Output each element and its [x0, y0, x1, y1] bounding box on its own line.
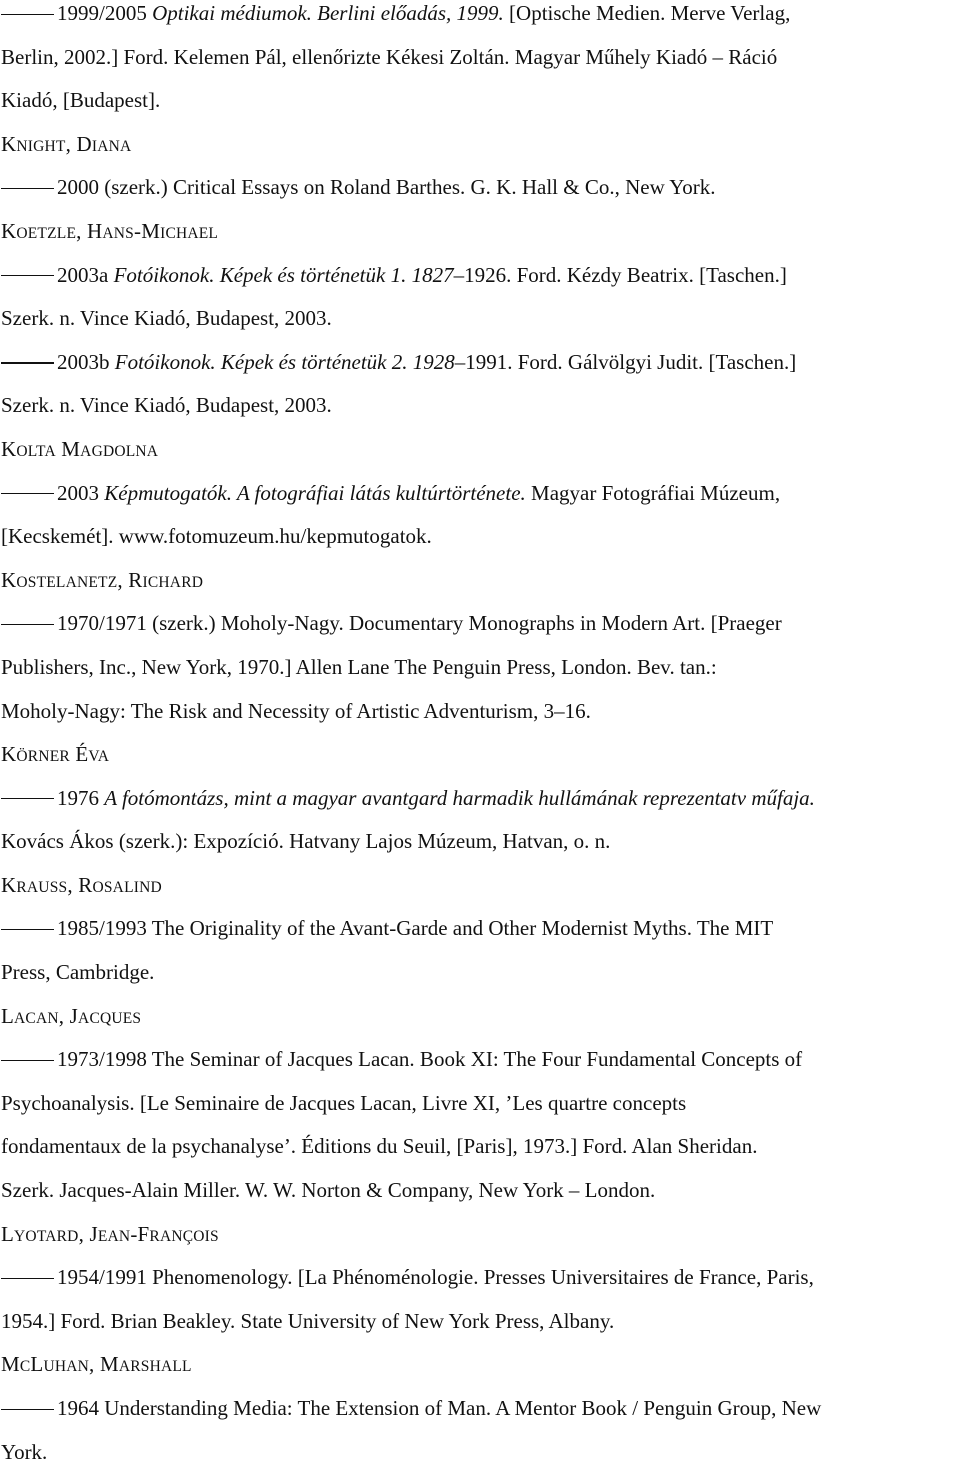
entry-text: The Originality of the Avant-Garde and Other Modernist Myths. The MIT: [146, 916, 774, 941]
repeat-author-dash: [1, 1060, 54, 1061]
author-heading: LYOTARD, JEAN-FRANÇOIS: [1, 1221, 219, 1246]
repeat-author-dash: [1, 362, 54, 363]
entry-continuation: [1, 1082, 960, 1126]
entry-line: [1, 907, 960, 951]
entry-text: The Seminar of Jacques Lacan. Book XI: The Four Fundamental Concepts of: [146, 1047, 803, 1072]
entry-text: –1926. Ford. Kézdy Beatrix. [Taschen.]: [453, 262, 787, 287]
entry-continuation: [1, 1300, 960, 1344]
title-text: Fotóikonok. Képek és történetük 1. 1827: [113, 262, 454, 287]
entry-year: 2003b: [57, 349, 110, 374]
entry-text: Kiadó, [Budapest].: [1, 88, 161, 113]
repeat-author-dash: [1, 798, 54, 799]
title-text: Képmutogatók. A fotográfiai látás kultúrtörténete.: [104, 480, 526, 505]
entry-text: Moholy-Nagy: The Risk and Necessity of Artistic Adventurism, 3–16.: [1, 698, 591, 723]
entry-line: [1, 472, 960, 516]
entry-text: Psychoanalysis. [Le Seminaire de Jacques Lacan, Livre XI, ’Les quartre concepts: [1, 1090, 687, 1115]
repeat-author-dash: [1, 929, 54, 930]
repeat-author-dash: [1, 493, 54, 494]
author-heading: KÖRNER ÉVA: [1, 742, 110, 767]
entry-year: 1976: [57, 785, 99, 810]
entry-continuation: [1, 297, 960, 341]
title-text: A fotómontázs, mint a magyar avantgard harmadik hullámának reprezentatv műfaja.: [104, 785, 815, 810]
entry-line: [1, 0, 960, 36]
entry-line: [1, 777, 960, 821]
title-text: Optikai médiumok. Berlini előadás, 1999.: [152, 1, 504, 25]
entry-text: Publishers, Inc., New York, 1970.] Allen Lane The Penguin Press, London. Bev. tan.:: [1, 654, 717, 679]
entry-text: [Kecskemét]. www.fotomuzeum.hu/kepmutogatok.: [1, 524, 432, 549]
entry-continuation: [1, 820, 960, 864]
entry-text: (szerk.) Critical Essays on Roland Barthes. G. K. Hall & Co., New York.: [99, 175, 716, 200]
title-text: Fotóikonok. Képek és történetük 2. 1928: [114, 349, 455, 374]
author-heading: KOETZLE, HANS-MICHAEL: [1, 218, 219, 243]
entry-year: 1985/1993: [57, 916, 147, 941]
repeat-author-dash: [1, 275, 54, 276]
entry-text: Kovács Ákos (szerk.): Expozíció. Hatvany Lajos Múzeum, Hatvan, o. n.: [1, 829, 611, 854]
entry-continuation: [1, 79, 960, 123]
entry-text: Understanding Media: The Extension of Man. A Mentor Book / Penguin Group, New: [99, 1396, 822, 1420]
author-heading: KRAUSS, ROSALIND: [1, 872, 162, 897]
entry-year: 1970/1971: [57, 611, 147, 636]
repeat-author-dash: [1, 624, 54, 625]
entry-text: Berlin, 2002.] Ford. Kelemen Pál, ellenőrizte Kékesi Zoltán. Magyar Műhely Kiadó – Ráció: [1, 44, 778, 69]
entry-text: fondamentaux de la psychanalyse’. Éditions du Seuil, [Paris], 1973.] Ford. Alan Sheridan.: [1, 1134, 758, 1159]
entry-text: Phenomenology. [La Phénoménologie. Presses Universitaires de France, Paris,: [146, 1265, 814, 1290]
entry-year: 1964: [57, 1396, 99, 1420]
entry-continuation: [1, 951, 960, 995]
entry-text: Magyar Fotográfiai Múzeum,: [525, 480, 781, 505]
author-heading: KNIGHT, DIANA: [1, 131, 132, 156]
entry-line: [1, 1387, 960, 1431]
author-heading: LACAN, JACQUES: [1, 1003, 142, 1028]
repeat-author-dash: [1, 1278, 54, 1279]
entry-text: Szerk. Jacques-Alain Miller. W. W. Norton & Company, New York – London.: [1, 1178, 656, 1203]
entry-continuation: [1, 36, 960, 80]
entry-text: Szerk. n. Vince Kiadó, Budapest, 2003.: [1, 306, 332, 331]
repeat-author-dash: [1, 1409, 54, 1410]
entry-line: [1, 166, 960, 210]
entry-text: Szerk. n. Vince Kiadó, Budapest, 2003.: [1, 393, 332, 418]
entry-line: [1, 254, 960, 298]
entry-text: York.: [1, 1439, 48, 1464]
entry-year: 2000: [57, 175, 99, 200]
repeat-author-dash: [1, 188, 54, 189]
entry-line: [1, 1038, 960, 1082]
entry-year: 2003a: [57, 262, 109, 287]
entry-continuation: [1, 690, 960, 734]
entry-continuation: [1, 1125, 960, 1169]
entry-text: [Optische Medien. Merve Verlag,: [503, 1, 791, 25]
entry-continuation: [1, 515, 960, 559]
entry-continuation: [1, 1431, 960, 1474]
entry-year: 1999/2005: [57, 1, 147, 25]
entry-year: 1973/1998: [57, 1047, 147, 1072]
entry-line: [1, 1256, 960, 1300]
entry-text: (szerk.) Moholy-Nagy. Documentary Monographs in Modern Art. [Praeger: [146, 611, 782, 636]
author-heading: KOSTELANETZ, RICHARD: [1, 567, 204, 592]
repeat-author-dash: [1, 14, 54, 15]
entry-continuation: [1, 384, 960, 428]
entry-continuation: [1, 1169, 960, 1213]
entry-text: 1954.] Ford. Brian Beakley. State University of New York Press, Albany.: [1, 1308, 615, 1333]
author-heading: KOLTA MAGDOLNA: [1, 436, 159, 461]
entry-text: Press, Cambridge.: [1, 960, 155, 985]
entry-line: [1, 602, 960, 646]
entry-text: –1991. Ford. Gálvölgyi Judit. [Taschen.]: [454, 349, 797, 374]
entry-line: [1, 341, 960, 385]
author-heading: MCLUHAN, MARSHALL: [1, 1352, 192, 1377]
entry-year: 1954/1991: [57, 1265, 147, 1290]
entry-year: 2003: [57, 480, 99, 505]
entry-continuation: [1, 646, 960, 690]
